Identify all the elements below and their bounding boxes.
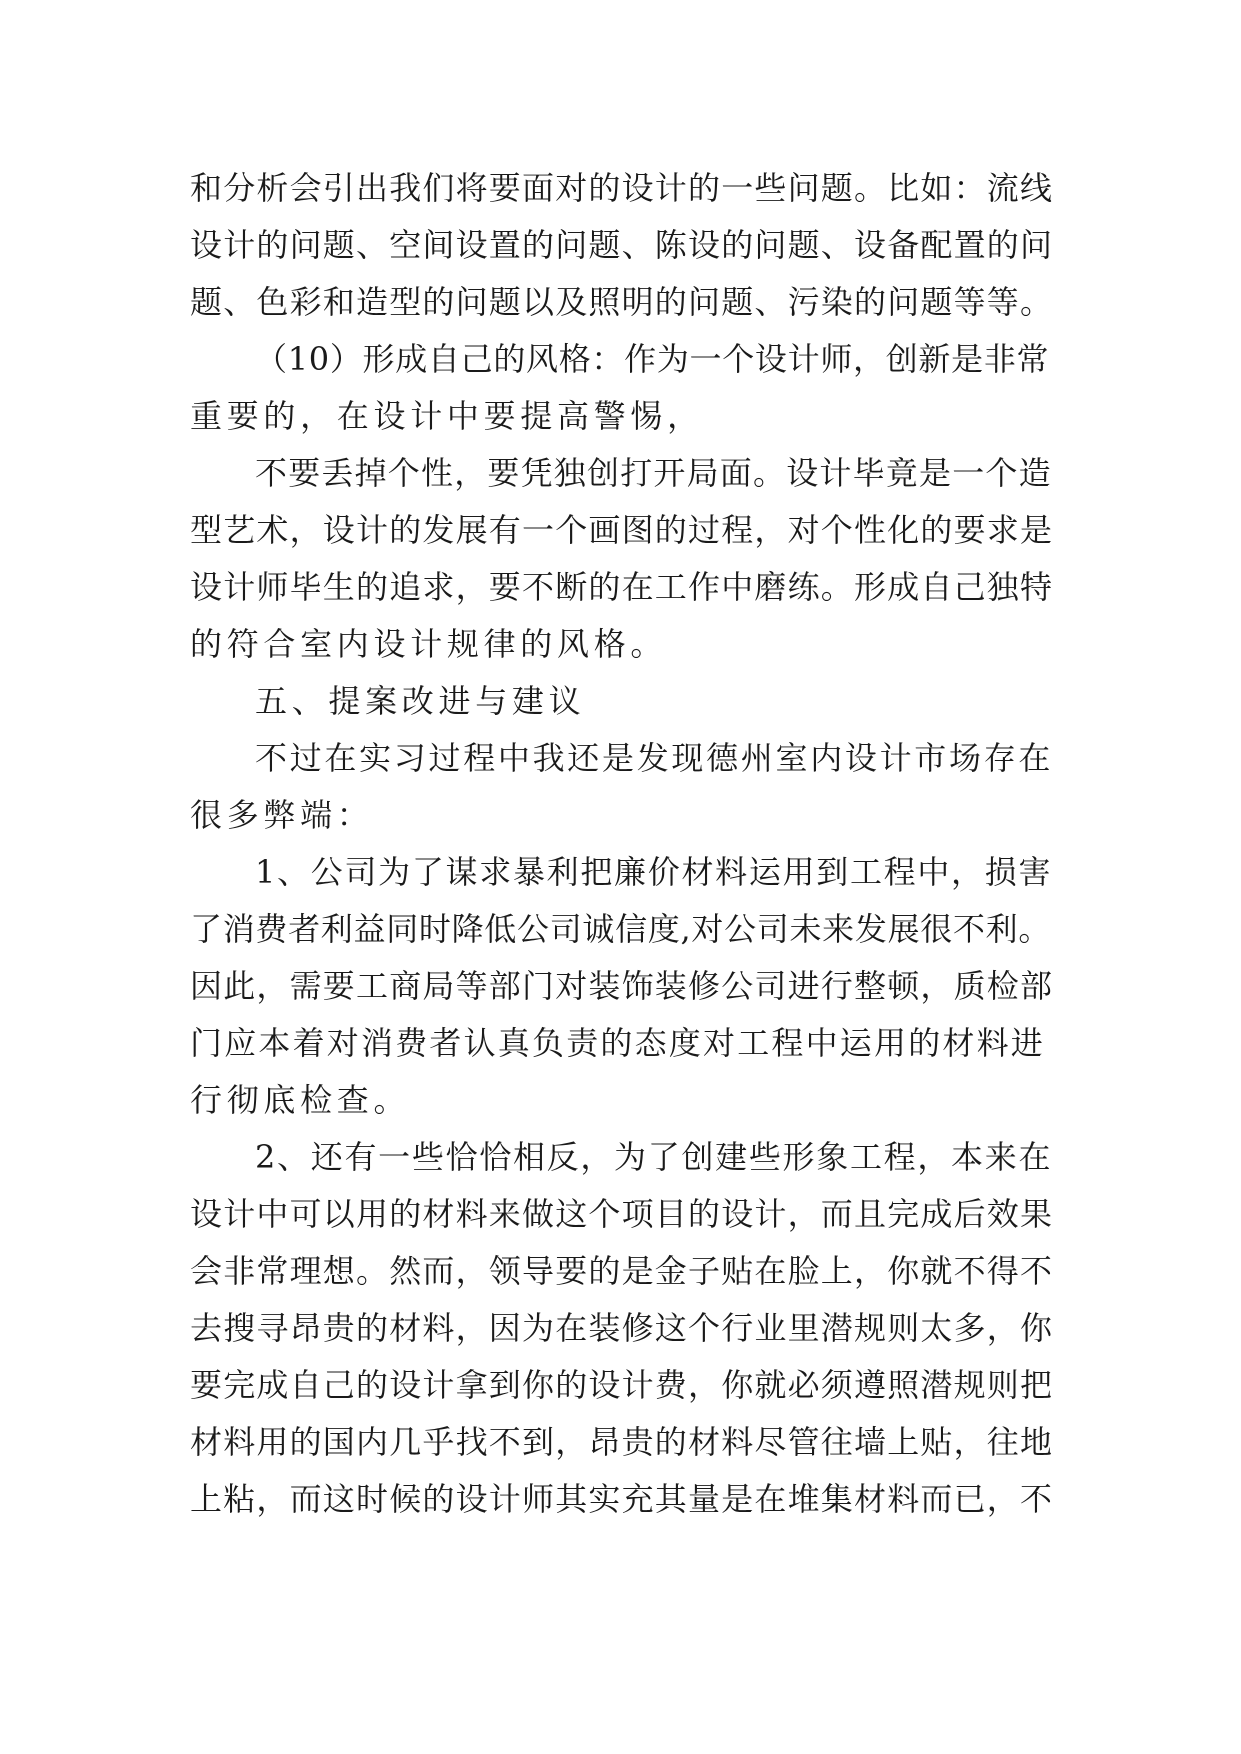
- paragraph-line: 上粘，而这时候的设计师其实充其量是在堆集材料而已，不: [190, 1480, 1054, 1518]
- paragraph-line: 设计的问题、空间设置的问题、陈设的问题、设备配置的问: [190, 226, 1054, 264]
- paragraph-line: 去搜寻昂贵的材料，因为在装修这个行业里潜规则太多，你: [190, 1309, 1054, 1347]
- paragraph-line: 材料用的国内几乎找不到，昂贵的材料尽管往墙上贴，往地: [190, 1423, 1054, 1461]
- paragraph-line: 的符合室内设计规律的风格。: [190, 625, 668, 663]
- paragraph-line: （10）形成自己的风格：作为一个设计师，创新是非常: [255, 340, 1050, 378]
- paragraph-line: 和分析会引出我们将要面对的设计的一些问题。比如：流线: [190, 169, 1054, 207]
- paragraph-line: 很多弊端：: [190, 796, 374, 834]
- paragraph-line: 设计师毕生的追求，要不断的在工作中磨练。形成自己独特: [190, 568, 1054, 606]
- paragraph-line: 型艺术，设计的发展有一个画图的过程，对个性化的要求是: [190, 511, 1054, 549]
- paragraph-line: 因此，需要工商局等部门对装饰装修公司进行整顿，质检部: [190, 967, 1054, 1005]
- paragraph-line: 门应本着对消费者认真负责的态度对工程中运用的材料进: [190, 1024, 1046, 1062]
- paragraph-line: 题、色彩和造型的问题以及照明的问题、污染的问题等等。: [190, 283, 1054, 321]
- paragraph-line: 要完成自己的设计拿到你的设计费，你就必须遵照潜规则把: [190, 1366, 1054, 1404]
- paragraph-line: 会非常理想。然而，领导要的是金子贴在脸上，你就不得不: [190, 1252, 1054, 1290]
- paragraph-line: 不要丢掉个性，要凭独创打开局面。设计毕竟是一个造: [255, 454, 1052, 492]
- paragraph-line: 不过在实习过程中我还是发现德州室内设计市场存在: [255, 739, 1054, 777]
- paragraph-line: 设计中可以用的材料来做这个项目的设计，而且完成后效果: [190, 1195, 1054, 1233]
- paragraph-line: 重要的，在设计中要提高警惕，: [190, 397, 704, 435]
- paragraph-line: 2、还有一些恰恰相反，为了创建些形象工程，本来在: [255, 1138, 1053, 1176]
- paragraph-line: 1、公司为了谋求暴利把廉价材料运用到工程中，损害: [255, 853, 1053, 891]
- paragraph-line: 行彻底检查。: [190, 1081, 411, 1119]
- section-heading: 五、提案改进与建议: [255, 682, 586, 720]
- paragraph-line: 了消费者利益同时降低公司诚信度,对公司未来发展很不利。: [190, 910, 1052, 948]
